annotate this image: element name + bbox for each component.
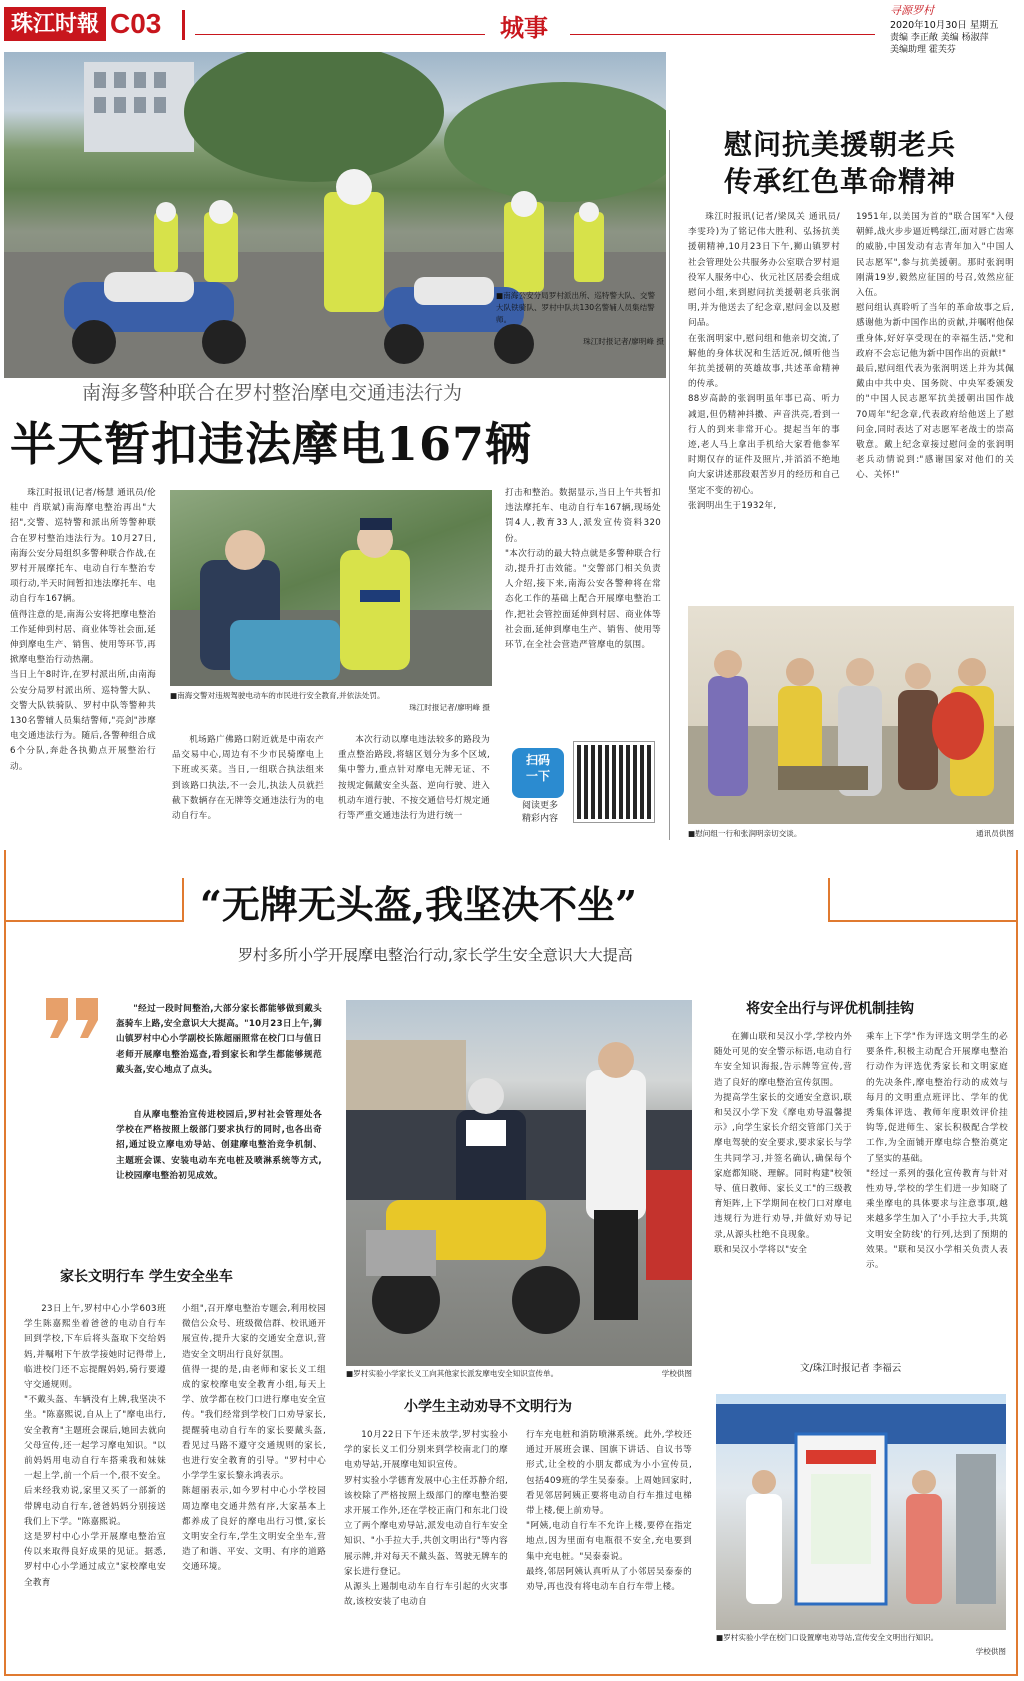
- feature-frame-bracket-left: [182, 878, 184, 922]
- sub3-column-2: 乘车上下学"作为评选文明学生的必要条件,积极主动配合开展摩电整治行动作为评选优秀家长和文明家庭的先决条件,摩电整治行动的成效与每月的文明重点班评比、学年的优秀集体评选、教师年度职效评价挂钩等,促进师生、家长积极配合学校工作,为全面铺开摩电综合整治奠定了坚实的基础。 "经过一系列的强化宣传教育与针对性劝导,学校的学生们进一步知晓了乘坐摩电的具体要求与注意事项,越来越多学生加入了'小手拉大手,共筑文明安全防线'的行列,达到了预期的效果。"联和吴汉小学相关负责人表示。: [866, 1032, 1008, 1271]
- feature-frame-top-right: [830, 920, 1018, 922]
- story3-photo-caption: ■罗村实验小学家长义工向其他家长派发摩电安全知识宣传单。: [346, 1369, 559, 1378]
- qr-code[interactable]: [574, 742, 654, 822]
- qr-promo: [512, 740, 662, 844]
- story2-headline-1: 慰问抗美援朝老兵: [724, 128, 957, 161]
- sub3-title: 将安全出行与评优机制挂钩: [746, 1001, 914, 1017]
- police-rally-illustration: [4, 52, 666, 378]
- story3-subhead: 罗村多所小学开展摩电整治行动,家长学生安全意识大大提高: [238, 946, 633, 964]
- guidance-station-photo: [716, 1394, 1006, 1630]
- story1-headline: 半天暂扣违法摩电167辆: [10, 417, 533, 471]
- traffic-police-photo: [170, 490, 492, 686]
- feature-frame-top-left: [4, 920, 184, 922]
- school-volunteer-photo: [346, 1000, 692, 1366]
- school-volunteer-illustration: [346, 1000, 692, 1366]
- traffic-police-illustration: [170, 490, 492, 686]
- masthead-rule-right: [570, 34, 875, 35]
- story3-byline: 文/珠江时报记者 李福云: [800, 1363, 902, 1374]
- story1-column-1: 珠江时报讯(记者/杨慧 通讯员/伦桂中 肖联斌)南海摩电整治再出"大招",交警、巡特警和派出所等警种联合在罗村整治违法行为。10月27日,南海公安分局组织多警种联合作战,在罗村开展摩托车、电动自行车整治专项行动,半天时间暂扣违法摩托车、电动自行车167辆。 值得注意的是,南海公安将把摩电整治工作延伸到村居、商业体等社会面,延伸到摩电生产、销售、使用等环节,再掀摩电整治行动热潮。 当日上午8时许,在罗村派出所,由南海公安分局罗村派出所、巡特警大队、交警大队铁骑队、罗村中队等警种共130名警辅人员集结警师,"亮剑"涉摩电交通违法行为。随后,各警种组合成6个分队,奔赴各执勤点开展整治行动。: [10, 488, 156, 772]
- story3-headline: “无牌无头盔,我坚决不坐”: [200, 882, 637, 927]
- story2-photo-credit: 通讯员供图: [976, 829, 1014, 838]
- story1-column-3: 本次行动以摩电违法较多的路段为重点整治路段,将辖区划分为多个区域,集中警力,重点针对摩电无牌无证、不按规定佩戴安全头盔、逆向行驶、进入机动车道行驶、不按交通信号灯规定通行等严重交通违法行为进行统一: [338, 735, 490, 822]
- photo-credit: 珠江时报记者/廖明峰 摄: [583, 337, 664, 346]
- guidance-station-illustration: [716, 1394, 1006, 1630]
- story3-intro: "经过一段时间整治,大部分家长都能够做到戴头盔骑车上路,安全意识大大提高。"10月23日上午,狮山镇罗村中心小学副校长陈超丽照常在校门口与值日老师开展摩电整治巡查,看到家长和学生都能够规范戴头盔,安心地点了点头。: [116, 1004, 322, 1075]
- quote-mark-shape: [44, 994, 104, 1044]
- photo2-credit: 珠江时报记者/廖明峰 摄: [409, 703, 490, 712]
- veteran-visit-photo: [688, 606, 1014, 824]
- story1-column-2: 机场路广佛路口附近就是中南农产品交易中心,周边有不少市民骑摩电上下班或买菜。当日,一组联合执法组来到该路口执法,不一会儿,执法人员就拦截下数辆存在无牌等交通违法行为的电动自行车。: [172, 735, 324, 822]
- story2-column-2: 1951年,以美国为首的"联合国军"入侵朝鲜,战火步步逼近鸭绿江,面对唇亡齿寒的威胁,中国发动有志青年加入"中国人民志愿军",参与抗美援朝。那时张润明刚满19岁,毅然应征国的号召,效然应征入伍。 慰问组认真聆听了当年的革命故事之后,感谢他为新中国作出的贡献,并嘱咐他保重身体,好好享受现在的幸福生活,"党和政府不会忘记他为新中国作出的贡献!" 最后,慰问组代表为张润明送上并为其佩戴由中共中央、国务院、中央军委颁发的"中国人民志愿军抗美援朝出国作战70周年"纪念章,代表政府给他送上了慰问金,同时表达了对志愿军老战士的崇高敬意。戴上纪念章接过慰问金的张润明老兵动情说到:"感谢国家对他们的关心、关怀!": [856, 212, 1014, 481]
- masthead-divider: [182, 10, 185, 40]
- veteran-visit-illustration: [688, 606, 1014, 824]
- qr-desc-2: 精彩内容: [521, 814, 558, 824]
- brand-mark: 寻源罗村: [890, 4, 934, 17]
- sub2-title: 小学生主动劝导不文明行为: [404, 1399, 572, 1415]
- qr-label-1: 扫码: [525, 753, 550, 767]
- story2-column-1: 珠江时报讯(记者/梁凤关 通讯员/李雯玲)为了铭记伟大胜利、弘扬抗美援朝精神,10月23日下午,狮山镇罗村社会管理处公共服务办公室联合罗村退役军人服务中心、伙元社区居委会组成慰问小组,来到慰问抗美援朝老兵张润明,并为他送去了纪念章,慰问金以及慰问品。 在张润明家中,慰问组和他亲切交流,了解他的身体状况和生活近况,倾听他当年抗美援朝的英雄故事,共述革命精神的传承。 88岁高龄的张润明虽年事已高、听力减退,但仍精神抖擞、声音洪亮,看到一行人的到来非常开心。提起当年的事迹,老人马上拿出手机给大家看他参军时期仅存的证件及照片,并滔滔不绝地向大家讲述那段艰苦岁月的经历和自己坚定不变的初心。 张润明出生于1932年,: [688, 212, 840, 511]
- sub3-column-1: 在狮山联和吴汉小学,学校内外随处可见的安全警示标语,电动自行车安全知识海报,告示牌等宣传,营造了良好的摩电整治宣传氛围。 为提高学生家长的交通安全意识,联和吴汉小学下发《摩电劝导温馨提示》,向学生家长介绍交管部门关于摩电驾驶的安全要求,要求家长与学生共同学习,并签名确认,确保每个家庭都知晓、理解。同时构建"校领导、值日教师、家长义工"的三级教育矩阵,上下学期间在校门口对摩电违规行为进行劝导,并做好劝导记录,从源头杜绝不良现象。 联和吴汉小学将以"安全: [714, 1032, 852, 1255]
- paper-logo: 珠江时報: [4, 7, 106, 41]
- sub1-column-2: 小组",召开摩电整治专题会,利用校园微信公众号、班级微信群、校讯通开展宣传,提升大家的交通安全意识,营造安全文明出行良好氛围。 值得一提的是,由老师和家长义工组成的家校摩电安全教育小组,每天上学、放学都在校门口进行摩电安全宣传。"我们经常到学校门口劝导家长,提醒骑电动自行车的家长要戴头盔,看见过马路不遵守交通规则的家长,也进行安全教育的引导。"罗村中心小学学生家长黎永鸿表示。 陈超丽表示,如今罗村中心小学校园周边摩电交通井然有序,大家基本上都养成了良好的摩电出行习惯,家长文明安全行车,学生文明安全坐车,营造了和谐、平安、文明、有序的道路交通环境。: [182, 1304, 326, 1573]
- qr-desc-1: 阅读更多: [521, 801, 558, 811]
- story1-kicker: 南海多警种联合在罗村整治摩电交通违法行为: [82, 382, 463, 404]
- story3-photo2-credit: 学校供图: [975, 1647, 1006, 1656]
- page-number: C03: [110, 8, 162, 39]
- masthead-rule-left: [195, 34, 485, 35]
- sub1-title: 家长文明行车 学生安全坐车: [60, 1269, 233, 1285]
- section-name: 城事: [500, 14, 548, 42]
- sub2-column-1: 10月22日下午还未放学,罗村实验小学的家长义工们分别来到学校南北门的摩电劝导站,开展摩电知识宣传。 罗村实验小学德育发展中心主任苏静介绍,该校除了严格按照上级部门的摩电整治要求开展工作外,还在学校正南门和东北门设立了两个摩电劝导站,派发电动自行车安全知识、"小手拉大手,共创文明出行"等内容展示牌,并对每天不戴头盔、驾驶无牌车的家长进行登记。 从源头上遏制电动车自行车引起的火灾事故,该校安装了电动自: [344, 1430, 508, 1608]
- quote-icon: [44, 994, 104, 1044]
- issue-date: 2020年10月30日 星期五: [890, 20, 999, 31]
- sub2-column-2: 行车充电桩和消防喷淋系统。此外,学校还通过开展班会课、国旗下讲话、自议书等形式,让全校的小朋友都成为小小宣传员,包括409班的学生吴泰泰。上周她回家时,看见邻居阿姨正要将电动自行车推过电梯带上楼,便上前劝导。 "阿姨,电动自行车不允许上楼,要停在指定地点,因为里面有电瓶很不安全,充电要到集中充电桩。"吴泰泰说。 最终,邻居阿姨认真听从了小邻居吴泰泰的劝导,再也没有将电动车自行车带上楼。: [526, 1430, 692, 1593]
- story3-photo-credit: 学校供图: [661, 1369, 692, 1378]
- story2-headline-2: 传承红色革命精神: [724, 165, 957, 198]
- police-rally-photo: [4, 52, 666, 378]
- story2-photo-caption: ■慰问组一行和张润明亲切交谈。: [688, 829, 802, 838]
- sub1-column-1: 23日上午,罗村中心小学603班学生陈嘉熙坐着爸爸的电动自行车回到学校,下车后将头盔取下交给妈妈,并嘱咐下午放学接她时记得带上,临进校门还不忘提醒妈妈,骑行要遵守交通规则。 "不戴头盔、车辆没有上牌,我坚决不坐。"陈嘉熙说,自从上了"摩电出行,安全教育"主题班会课后,她回去就向父母宣传,还一起学习摩电知识。"以前妈妈用电动自行车搭乘我和妹妹一起上学,前一个后一个,很不安全。后来经我劝说,家里又买了一部新的带牌电动自行车,爸爸妈妈分别接送我们上下学。"陈嘉熙说。 这是罗村中心小学开展摩电整治宣传以来取得良好成果的见证。据悉,罗村中心小学通过成立"家校摩电安全教育: [24, 1304, 166, 1588]
- story1-column-4: 打击和整治。数据显示,当日上午共暂扣违法摩托车、电动自行车167辆,现场处罚4人,教育33人,派发宣传资料320份。 "本次行动的最大特点就是多警种联合行动,提升打击效能。"交警部门相关负责人介绍,接下来,南海公安各警种将在常态化工作的基础上配合开展摩电整治工作,把社会管控面延伸到村居、商业体等社会面,延伸到摩电生产、销售、使用等环节,在全社会营造严管摩电的氛围。: [505, 488, 661, 651]
- editor-line-2: 美编助理 霍芙芬: [890, 45, 956, 55]
- photo-caption: ■南海公安分局罗村派出所、巡特警大队、交警大队铁骑队、罗村中队共130名警辅人员集结警师。: [496, 291, 656, 324]
- story3-photo2-caption: ■罗村实验小学在校门口设置摩电劝导站,宣传安全文明出行知识。: [716, 1633, 939, 1642]
- masthead: [0, 0, 1024, 55]
- qr-label-2: 一下: [525, 769, 550, 783]
- story3-intro-2: 自从摩电整治宣传进校园后,罗村社会管理处各学校在严格按照上级部门要求执行的同时,也各出奇招,通过设立摩电劝导站、创建摩电整治竞争机制、主题班会课、安装电动车充电桩及喷淋系统等方式,让校园摩电整治初见成效。: [116, 1110, 322, 1181]
- feature-frame-bracket-right: [828, 878, 830, 922]
- editor-line-1: 责编 李正敞 美编 杨淑萍: [890, 33, 989, 43]
- qr-badge: [512, 748, 564, 798]
- column-divider: [669, 130, 670, 840]
- qr-desc: [512, 800, 568, 826]
- photo2-caption: ■南海交警对违规驾驶电动车的市民进行安全教育,并依法处罚。: [170, 691, 385, 700]
